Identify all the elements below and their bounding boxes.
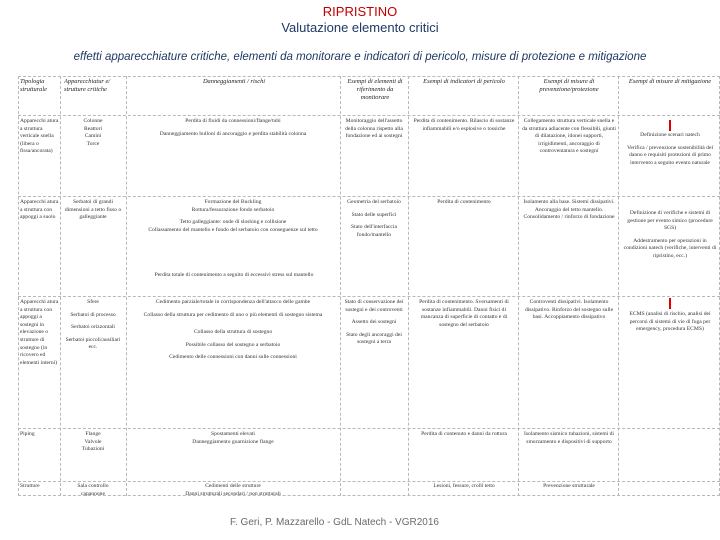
- column-header: Danneggiamenti / rischi: [202, 78, 266, 85]
- page-subtitle: Valutazione elemento critici: [281, 20, 439, 35]
- row-3-tipologia: Apparecchi atura a struttura con appoggi a sostegni in elevazione o strutture di sostegno (in ricovero ed elementi interni): [20, 299, 59, 366]
- danni-item: Perdita di fluidi da connessioni/flange/tubi: [185, 118, 281, 124]
- row-2-tipologia: Apparecchi atura a struttura con appoggi a suolo: [20, 199, 59, 221]
- row-3-mitigazione: ECMS (analisi di rischio, analisi dei percorsi di sistemi di vie di fuga per emergency, procedura ECMS): [629, 311, 711, 333]
- table-divider: [340, 76, 341, 496]
- danni-item: Danneggiamento bulloni di ancoraggio e perdita stabilità colonna: [159, 130, 307, 137]
- mitigazione-item: Addestramento per operazioni in condizioni natech (verifiche, interventi di ripristino, ecc.): [623, 237, 717, 259]
- critiche-item: capannone: [81, 490, 105, 497]
- critiche-item: Sala controllo: [77, 483, 109, 489]
- danni-item: Cedimento parziale/totale in corrispondenza dell'attacco delle gambe: [155, 299, 311, 305]
- mitigazione-item: Definizione di verifiche e sistemi di gestione per evento simico (procedure SGS): [627, 210, 713, 232]
- monitorare-item: Stato di conservazione dei sostegni e dei controventi: [344, 299, 404, 313]
- critiche-item: Serbatoi piccoli/ausiliari ecc.: [65, 336, 121, 351]
- table-divider: [618, 76, 619, 496]
- danni-item: Danneggiamento guarnizione flange: [192, 438, 274, 445]
- critiche-item: Colonne: [83, 118, 103, 124]
- row-1-indicatori: Perdita di contenimento. Rilascio di sostanze infiammabili e/o esplosive o tossiche: [413, 118, 515, 132]
- danni-item: Cedimento delle connessioni con danni sulle connessioni: [169, 354, 297, 361]
- row-1-tipologia: Apparecchi atura a struttura verticale snella (libera o fissa/ancorata): [20, 118, 59, 155]
- red-marker: [669, 120, 671, 131]
- row-4-indicatori: Perdita di contenuto e danni da rottura: [421, 431, 507, 437]
- row-2-danni-total: Perdita totale di contenimento a seguito di eccessivi stress sul mantello: [154, 272, 314, 278]
- row-5-critiche: [62, 483, 124, 498]
- danni-item: Rottura/fessurazione fondo serbatoio: [191, 206, 275, 213]
- row-2-mitigazione: [622, 210, 718, 261]
- danni-item: Collassamento del mantello e fondo del serbatoio con conseguenze sul tetto: [148, 226, 318, 233]
- table-divider: [18, 76, 720, 77]
- table-divider: [18, 296, 720, 297]
- row-5-prevenzione: Prevenzione strutturale: [543, 483, 595, 489]
- row-2-indicatori: Perdita di contenimento: [437, 199, 491, 205]
- row-3-critiche: [62, 299, 124, 352]
- row-2-danni: [128, 199, 338, 239]
- danni-item: Cedimenti delle strutture: [205, 483, 261, 489]
- table-divider: [18, 481, 720, 482]
- critiche-item: Torce: [86, 140, 100, 147]
- monitorare-item: Stato delle superfici: [351, 211, 397, 218]
- column-header: Esempi di indicatori di pericolo: [423, 78, 505, 85]
- page-title: RIPRISTINO: [322, 4, 398, 19]
- row-3-danni: [128, 299, 338, 362]
- row-3-prevenzione: Controventi dissipativi. Isolamento dissipativo. Rinforzo del sostegno sulle basi. Accoppiamento dissipativo: [524, 299, 614, 321]
- table-divider: [126, 76, 127, 496]
- critiche-item: Reattori: [83, 125, 103, 132]
- danni-item: Tetto galleggiante: onde di sloshing e collisione: [179, 219, 287, 226]
- footer-credits: F. Geri, P. Mazzarello - GdL Natech - VGR2016: [230, 517, 439, 528]
- mitigazione-item: Verifica / prevenzione sostenibilità del danno e requisiti protezioni di primo intervento a seguito evento naturale: [626, 144, 714, 166]
- row-1-critiche: [62, 118, 124, 148]
- table-divider: [518, 76, 519, 496]
- column-header: Esempi di elementi di riferimento da monitorare: [347, 78, 403, 102]
- page-tagline: effetti apparecchiature critiche, elementi da monitorare e indicatori di pericolo, misure di protezione e mitigazione: [73, 51, 647, 63]
- critiche-item: Tubazioni: [81, 446, 105, 453]
- column-header: Apparecchiatur e/ strutture critiche: [64, 78, 111, 94]
- row-2-prevenzione: Isolamento alla base. Sistemi dissipativi. Ancoraggio del tetto mantello. Consolidamento / rinforzo di fondazione: [523, 199, 615, 221]
- critiche-item: Serbatoi orizzontali: [71, 324, 115, 331]
- table-divider: [18, 196, 720, 197]
- monitorare-item: Stato degli ancoraggi dei sostegni a terra: [346, 331, 402, 346]
- row-4-prevenzione: Isolamento sismico tubazioni, sistemi di smorzamento e dispositivi di supporto: [524, 431, 614, 445]
- column-header: Esempi di misure di mitigazione: [628, 78, 712, 85]
- danni-item: Spostamenti elevati: [211, 431, 255, 437]
- row-1-prevenzione: Collegamento struttura verticale snella e da struttura adiacente con flessibili, giunti di dilatazione, idonei supporti, irrigidimenti, ancoraggio di controventatura e sostegni: [522, 118, 616, 155]
- danni-item: Collasso della struttura per cedimento di uno o più elementi di sostegno sistema: [143, 311, 323, 318]
- row-5-danni: [128, 483, 338, 498]
- row-1-mitigazione: [622, 132, 718, 167]
- danni-item: Formazione del Buckling: [204, 199, 262, 205]
- red-marker: [669, 298, 671, 309]
- row-2-critiche: Serbatoi di grandi dimensioni a tetto fisso o galleggiante: [64, 199, 122, 221]
- critiche-item: Sfere: [87, 299, 99, 305]
- critiche-item: Valvole: [84, 438, 102, 445]
- row-4-critiche: [62, 431, 124, 454]
- table-divider: [408, 76, 409, 496]
- danni-item: Possibile collasso del sostegno a serbatoio: [185, 341, 281, 348]
- row-2-monitorare: [342, 199, 406, 239]
- row-4-tipologia: Piping: [20, 431, 35, 437]
- monitorare-item: Stato dell'interfaccia fondo/mantello: [351, 224, 397, 238]
- table-divider: [60, 76, 61, 496]
- row-3-monitorare: [342, 299, 406, 347]
- critiche-item: Camini: [84, 133, 102, 140]
- row-1-danni: [128, 118, 338, 138]
- row-4-danni: [128, 431, 338, 446]
- danni-item: Danni strutturali secondari / non strutturali: [185, 490, 281, 497]
- mitigazione-item: Definizione scenari natech: [640, 132, 700, 138]
- row-5-tipologia: Strutture: [20, 483, 40, 489]
- danni-item: Collasso della struttura di sostegno: [193, 329, 273, 336]
- column-header: Tipologia strutturale: [20, 78, 47, 94]
- monitorare-item: Geometria del serbatoio: [347, 199, 401, 205]
- row-1-monitorare: Monitoraggio dell'assetto della colonna rispetto alla fondazione ed ai sostegni: [345, 118, 403, 140]
- column-header: Esempi di misure di prevenzione/protezione: [539, 78, 599, 94]
- row-3-indicatori: Perdita di contenimento. Sversamenti di sostanze infiammabili. Danni fisici di mancanza di superficie di contatto e di sostegno del serbatoio: [419, 299, 509, 328]
- row-5-indicatori: Lesioni, fessure, crolli tetto: [433, 483, 495, 489]
- monitorare-item: Assetto dei sostegni: [351, 319, 397, 326]
- table-divider: [18, 428, 720, 429]
- table-divider: [18, 76, 19, 496]
- critiche-item: Flange: [85, 431, 101, 437]
- critiche-item: Serbatoi di processo: [70, 311, 116, 318]
- critical-elements-table: [18, 76, 720, 496]
- table-divider: [18, 115, 720, 116]
